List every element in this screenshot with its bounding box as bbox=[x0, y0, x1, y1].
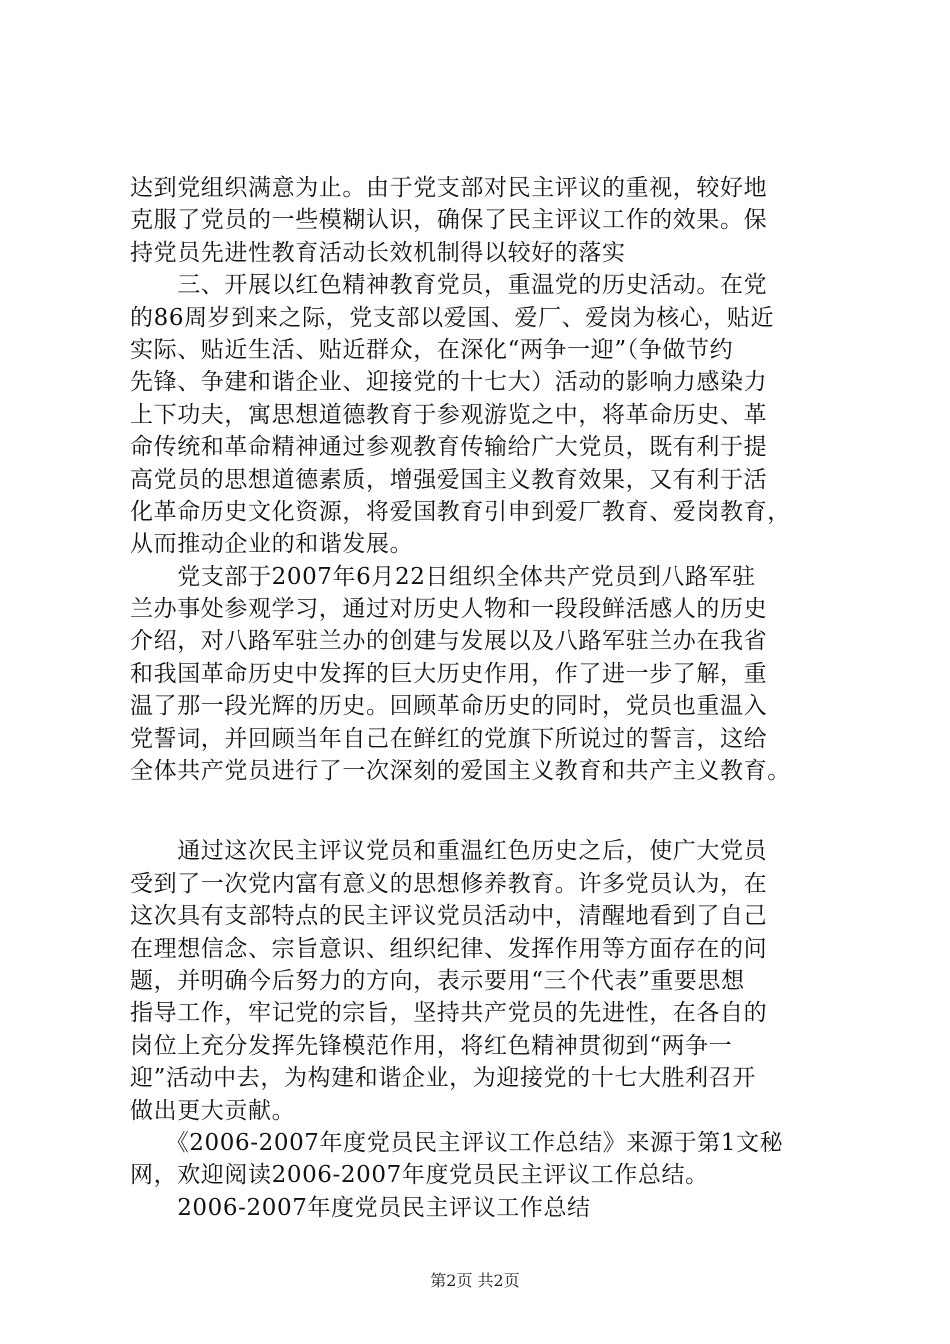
page-number-footer: 第2页 共2页 bbox=[430, 1271, 520, 1290]
text-line: 指导工作，牢记党的宗旨，坚持共产党员的先进性，在各自的 bbox=[130, 1000, 768, 1027]
text-line: 化革命历史文化资源，将爱国教育引申到爱厂教育、爱岗教育， bbox=[130, 498, 791, 525]
text-line: 先锋、争建和谐企业、迎接党的十七大）活动的影响力感染力 bbox=[130, 369, 768, 396]
text-line: 介绍，对八路军驻兰办的创建与发展以及八路军驻兰办在我省 bbox=[130, 628, 768, 655]
document-body bbox=[130, 172, 830, 1224]
text-line: 命传统和革命精神通过参观教育传输给广大党员，既有利于提 bbox=[130, 434, 768, 461]
text-line: 《2006-2007年度党员民主评议工作总结》来源于第1文秘 bbox=[130, 1129, 784, 1156]
text-line: 从而推动企业的和谐发展。 bbox=[130, 531, 414, 558]
paragraph bbox=[130, 172, 830, 269]
text-line: 高党员的思想道德素质，增强爱国主义教育效果，又有利于活 bbox=[130, 466, 768, 493]
text-line: 上下功夫，寓思想道德教育于参观游览之中，将革命历史、革 bbox=[130, 401, 768, 428]
text-line: 2006-2007年度党员民主评议工作总结 bbox=[130, 1194, 591, 1221]
text-line: 的86周岁到来之际，党支部以爱国、爱厂、爱岗为核心，贴近 bbox=[130, 304, 775, 331]
text-line: 党誓词，并回顾当年自己在鲜红的党旗下所说过的誓言，这给 bbox=[130, 725, 768, 752]
text-line: 在理想信念、宗旨意识、组织纪律、发挥作用等方面存在的问 bbox=[130, 935, 768, 962]
text-line: 这次具有支部特点的民主评议党员活动中，清醒地看到了自己 bbox=[130, 903, 768, 930]
text-line: 迎”活动中去，为构建和谐企业，为迎接党的十七大胜利召开 bbox=[130, 1065, 756, 1092]
text-line: 全体共产党员进行了一次深刻的爱国主义教育和共产主义教育。 bbox=[130, 758, 791, 785]
text-line: 题，并明确今后努力的方向，表示要用“三个代表”重要思想 bbox=[130, 967, 745, 994]
text-line: 克服了党员的一些模糊认识，确保了民主评议工作的效果。保 bbox=[130, 207, 768, 234]
text-line: 达到党组织满意为止。由于党支部对民主评议的重视，较好地 bbox=[130, 175, 768, 201]
text-line: 做出更大贡献。 bbox=[130, 1097, 296, 1124]
paragraph bbox=[130, 1127, 830, 1224]
text-line: 网，欢迎阅读2006-2007年度党员民主评议工作总结。 bbox=[130, 1162, 709, 1189]
text-line: 持党员先进性教育活动长效机制得以较好的落实 bbox=[130, 239, 626, 266]
text-line: 受到了一次党内富有意义的思想修养教育。许多党员认为，在 bbox=[130, 870, 768, 897]
text-line: 实际、贴近生活、贴近群众，在深化“两争一迎”（争做节约 bbox=[130, 336, 734, 363]
text-line: 三、开展以红色精神教育党员，重温党的历史活动。在党 bbox=[130, 272, 768, 299]
paragraph bbox=[130, 835, 830, 1127]
text-line: 兰办事处参观学习，通过对历史人物和一段段鲜活感人的历史 bbox=[130, 596, 768, 623]
text-line: 和我国革命历史中发挥的巨大历史作用，作了进一步了解，重 bbox=[130, 660, 768, 687]
text-line: 温了那一段光辉的历史。回顾革命历史的同时，党员也重温入 bbox=[130, 693, 768, 720]
text-line: 岗位上充分发挥先锋模范作用，将红色精神贯彻到“两争一 bbox=[130, 1032, 733, 1059]
text-line: 党支部于2007年6月22日组织全体共产党员到八路军驻 bbox=[130, 563, 756, 590]
paragraph bbox=[130, 561, 830, 788]
paragraph bbox=[130, 269, 830, 561]
text-line: 通过这次民主评议党员和重温红色历史之后，使广大党员 bbox=[130, 838, 768, 865]
paragraph-gap bbox=[130, 787, 830, 835]
